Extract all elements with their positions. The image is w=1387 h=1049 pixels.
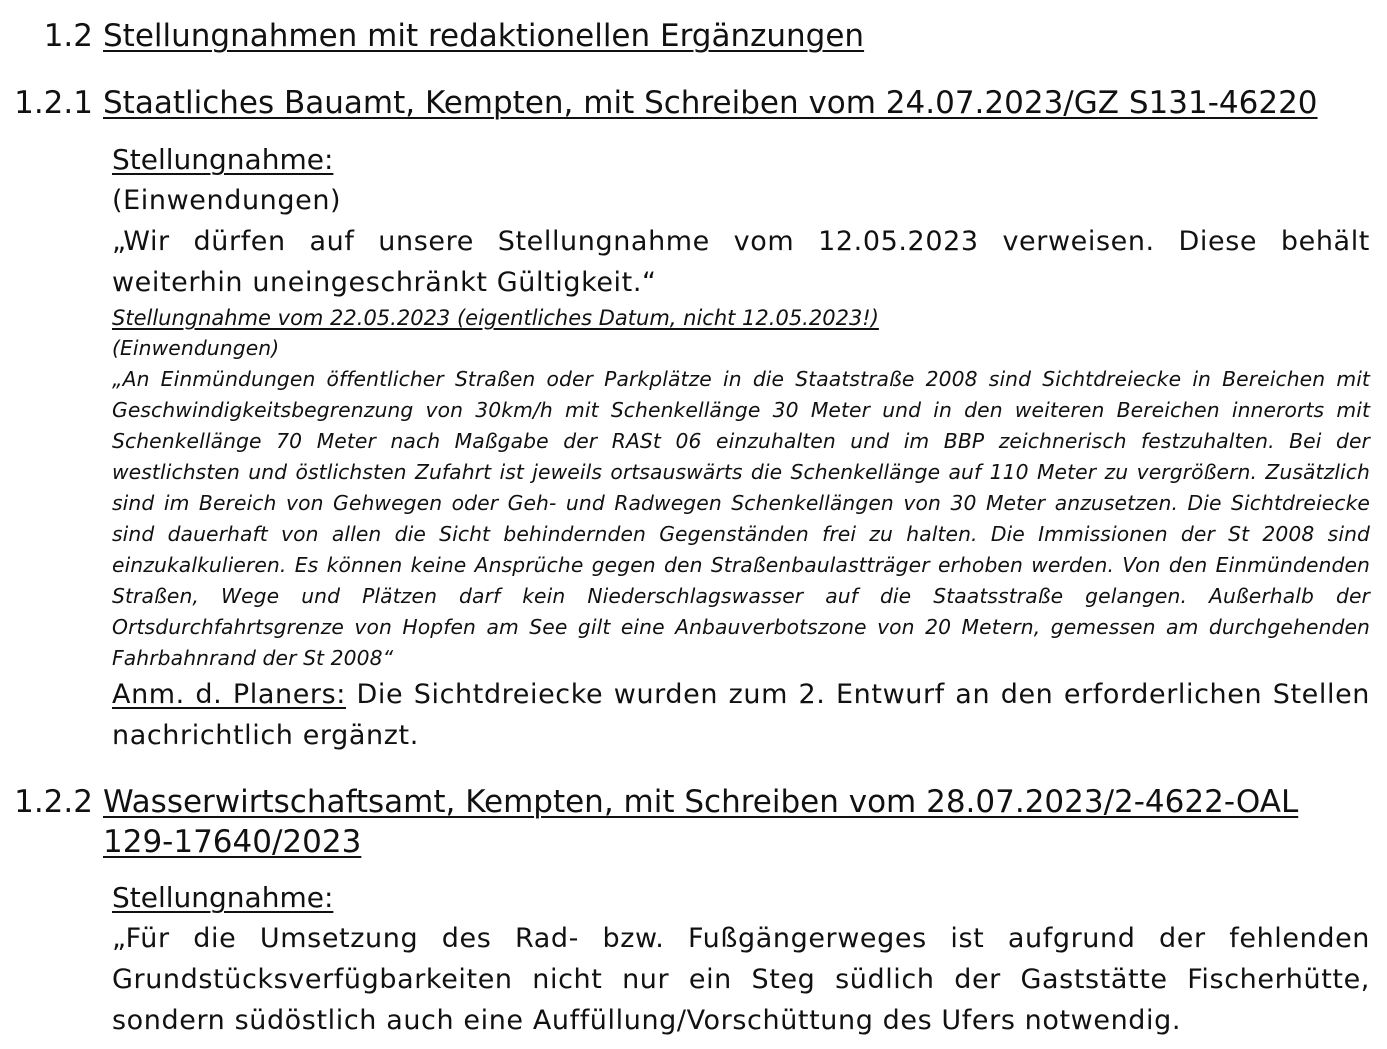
referenced-statement-heading: Stellungnahme vom 22.05.2023 (eigentliches Datum, nicht 12.05.2023!) (112, 306, 879, 330)
subsection-number: 1.2.1 (14, 85, 93, 121)
subsection-heading-1-2-2 (0, 782, 1323, 862)
section-number: 1.2 (43, 18, 93, 54)
statement-category: (Einwendungen) (112, 185, 342, 216)
subsection-title: Wasserwirtschaftsamt, Kempten, mit Schreiben vom 28.07.2023/2-4622-OAL 129-17640/2023 (103, 784, 1299, 860)
planner-note-text: Die Sichtdreiecke wurden zum 2. Entwurf an den erforderlichen Stellen nachrichtlich ergänzt. (112, 679, 1370, 751)
statement-heading: Stellungnahme: (112, 143, 334, 176)
subsection-body-1-2-2 (112, 878, 1370, 1041)
referenced-statement-quote: „An Einmündungen öffentlicher Straßen oder Parkplätze in die Staatstraße 2008 sind Sichtdreiecke in Bereichen mit Geschwindigkeitsbegrenzung von 30km/h mit Schenkellänge 30 Meter und in den weiteren Bereichen innerorts mit Schenkellänge 70 Meter nach Maßgabe der RASt 06 einzuhalten und im BBP zeichnerisch festzuhalten. Bei der westlichsten und östlichsten Zufahrt ist jeweils ortsauswärts die Schenkellänge auf 110 Meter zu vergrößern. Zusätzlich sind im Bereich von Gehwegen oder Geh- und Radwegen Schenkellängen von 30 Meter anzusetzen. Die Sichtdreiecke sind dauerhaft von allen die Sicht behindernden Gegenständen frei zu halten. Die Immissionen der St 2008 sind einzukalkulieren. Es können keine Ansprüche gegen den Straßenbaulastträger erhoben werden. Von den Einmündenden Straßen, Wege und Plätzen darf kein Niederschlagswasser auf die Staatsstraße gelangen. Außerhalb der Ortsdurchfahrtsgrenze von Hopfen am See gilt eine Anbauverbotszone von 20 Metern, gemessen am durchgehenden Fahrbahnrand der St 2008“ (112, 367, 1370, 670)
subsection-title: Staatliches Bauamt, Kempten, mit Schreiben vom 24.07.2023/GZ S131-46220 (103, 85, 1318, 121)
referenced-statement-category: (Einwendungen) (112, 336, 280, 360)
subsection-number: 1.2.2 (14, 784, 93, 820)
statement-quote: „Für die Umsetzung des Rad- bzw. Fußgängerweges ist aufgrund der fehlenden Grundstücksverfügbarkeiten nicht nur ein Steg südlich der Gaststätte Fischerhütte, sondern südöstlich auch eine Auffüllung/Vorschüttung des Ufers notwendig. (112, 923, 1370, 1036)
statement-heading: Stellungnahme: (112, 881, 334, 914)
planner-note-label: Anm. d. Planers: (112, 679, 346, 710)
planner-note (112, 674, 1370, 756)
subsection-heading-1-2-1 (0, 83, 1318, 123)
section-title: Stellungnahmen mit redaktionellen Ergänzungen (103, 18, 865, 54)
statement-quote: „Wir dürfen auf unsere Stellungnahme vom 12.05.2023 verweisen. Diese behält weiterhin uneingeschränkt Gültigkeit.“ (112, 226, 1370, 298)
subsection-body-1-2-1 (112, 140, 1370, 756)
section-heading (0, 16, 864, 56)
